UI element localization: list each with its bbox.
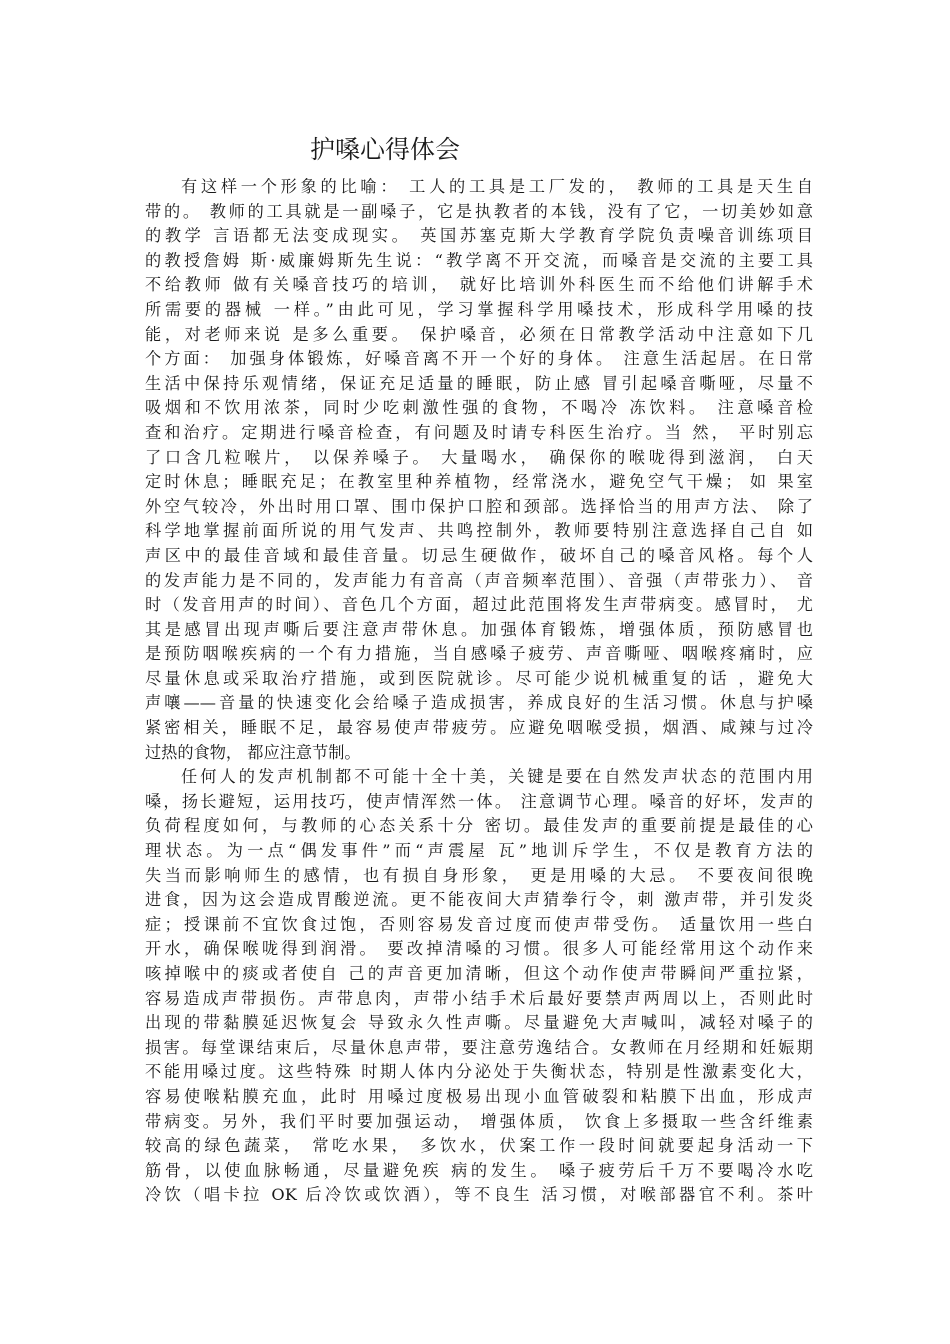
text-line: 吸烟和不饮用浓茶，同时少吃刺激性强的食物，不喝冷 冻饮料。 注意嗓音检	[145, 398, 813, 418]
text-line: 时（发音用声的时间）、音色几个方面，超过此范围将发生声带病变。感冒时， 尤	[145, 595, 813, 615]
text-line: 外空气较冷，外出时用口罩、围巾保护口腔和颈部。选择恰当的用声方法、 除了	[145, 496, 813, 516]
text-line: 带的。 教师的工具就是一副嗓子，它是执教者的本钱，没有了它，一切美妙如意	[145, 201, 813, 221]
text-line: 定时休息；睡眠充足；在教室里种养植物，经常浇水，避免空气干燥； 如 果室	[145, 472, 813, 492]
text-line: 过热的食物， 都应注意节制。	[145, 742, 361, 762]
text-line: 所需要的器械 一样。”由此可见，学习掌握科学用嗓技术，形成科学用嗓的技	[145, 299, 813, 319]
text-line: 能，对老师来说 是多么重要。 保护嗓音，必须在日常教学活动中注意如下几	[145, 324, 813, 344]
text-line: 失当而影响师生的感情，也有损自身形象， 更是用嗓的大忌。 不要夜间很晚	[145, 865, 813, 885]
text-line: 容易造成声带损伤。声带息肉，声带小结手术后最好要禁声两周以上，否则此时	[145, 988, 813, 1008]
text-line: 进食，因为这会造成胃酸逆流。更不能夜间大声猜拳行令，刺 激声带，并引发炎	[145, 890, 813, 910]
document-body	[145, 175, 813, 1208]
text-line: 是预防咽喉疾病的一个有力措施，当自感嗓子疲劳、声音嘶哑、咽喉疼痛时，应	[145, 644, 813, 664]
text-line: 声区中的最佳音域和最佳音量。切忌生硬做作，破坏自己的嗓音风格。每个人	[145, 545, 813, 565]
text-line: 不能用嗓过度。这些特殊 时期人体内分泌处于失衡状态，特别是性激素变化大，	[145, 1062, 813, 1082]
text-line: 较高的绿色蔬菜， 常吃水果， 多饮水，伏案工作一段时间就要起身活动一下	[145, 1136, 813, 1156]
text-line: 了口含几粒喉片， 以保养嗓子。 大量喝水， 确保你的喉咙得到滋润， 白天	[145, 447, 813, 467]
text-line: 容易使喉粘膜充血，此时 用嗓过度极易出现小血管破裂和粘膜下出血，形成声	[145, 1086, 813, 1106]
text-line: 声嚷——音量的快速变化会给嗓子造成损害，养成良好的生活习惯。休息与护嗓	[145, 693, 813, 713]
text-line: 咳掉喉中的痰或者使自 己的声音更加清晰，但这个动作使声带瞬间严重拉紧，	[145, 964, 813, 983]
text-line: 症；授课前不宜饮食过饱，否则容易发音过度而使声带受伤。 适量饮用一些白	[145, 914, 813, 934]
text-line: 的发声能力是不同的，发声能力有音高（声音频率范围）、音强（声带张力）、 音	[145, 570, 813, 590]
text-line: 任何人的发声机制都不可能十全十美，关键是要在自然发声状态的范围内用	[181, 767, 813, 787]
text-line: 开水，确保喉咙得到润滑。 要改掉清嗓的习惯。很多人可能经常用这个动作来	[145, 939, 813, 959]
text-line: 的教学 言语都无法变成现实。 英国苏塞克斯大学教育学院负责噪音训练项目	[145, 226, 813, 246]
text-line: 理状态。为一点“偶发事件”而“声震屋 瓦”地训斥学生，不仅是教育方法的	[145, 841, 813, 861]
text-line: 的教授詹姆 斯·威廉姆斯先生说：“教学离不开交流，而嗓音是交流的主要工具	[145, 250, 813, 270]
text-line: 查和治疗。定期进行嗓音检查，有问题及时请专科医生治疗。当 然， 平时别忘	[145, 422, 813, 442]
document-title: 护嗓心得体会	[310, 135, 461, 164]
text-line: 不给教师 做有关嗓音技巧的培训， 就好比培训外科医生而不给他们讲解手术	[145, 275, 813, 295]
text-line: 科学地掌握前面所说的用气发声、共鸣控制外，教师要特别注意选择自己自 如	[145, 521, 813, 541]
text-line: 有这样一个形象的比喻： 工人的工具是工厂发的， 教师的工具是天生自	[181, 177, 813, 196]
text-line: 负荷程度如何，与教师的心态关系十分 密切。最佳发声的重要前提是最佳的心	[145, 816, 813, 836]
text-line: 嗓，扬长避短，运用技巧，使声情浑然一体。 注意调节心理。嗓音的好坏，发声的	[145, 791, 813, 811]
text-line: 个方面： 加强身体锻炼，好嗓音离不开一个好的身体。 注意生活起居。在日常	[145, 349, 813, 369]
text-line: 带病变。另外，我们平时要加强运动， 增强体质， 饮食上多摄取一些含纤维素	[145, 1111, 813, 1131]
text-line: 出现的带黏膜延迟恢复会 导致永久性声嘶。尽量避免大声喊叫，减轻对嗓子的	[145, 1013, 813, 1033]
text-line: 尽量休息或采取治疗措施，或到医院就诊。尽可能少说机械重复的话 ，避免大	[145, 668, 813, 688]
text-line: 生活中保持乐观情绪，保证充足适量的睡眠，防止感 冒引起嗓音嘶哑，尽量不	[145, 373, 813, 393]
text-line: 损害。每堂课结束后，尽量休息声带，要注意劳逸结合。女教师在月经期和妊娠期	[145, 1037, 813, 1057]
text-line: 紧密相关，睡眠不足，最容易使声带疲劳。应避免咽喉受损，烟酒、咸辣与过冷	[145, 718, 813, 738]
text-line: 其是感冒出现声嘶后要注意声带休息。加强体育锻炼，增强体质，预防感冒也	[145, 619, 813, 639]
text-line: 筋骨，以使血脉畅通，尽量避免疾 病的发生。 嗓子疲劳后千万不要喝冷水吃	[145, 1160, 813, 1180]
text-line: 冷饮（唱卡拉 OK 后冷饮或饮酒），等不良生 活习惯，对喉部器官不利。茶叶	[145, 1185, 813, 1205]
